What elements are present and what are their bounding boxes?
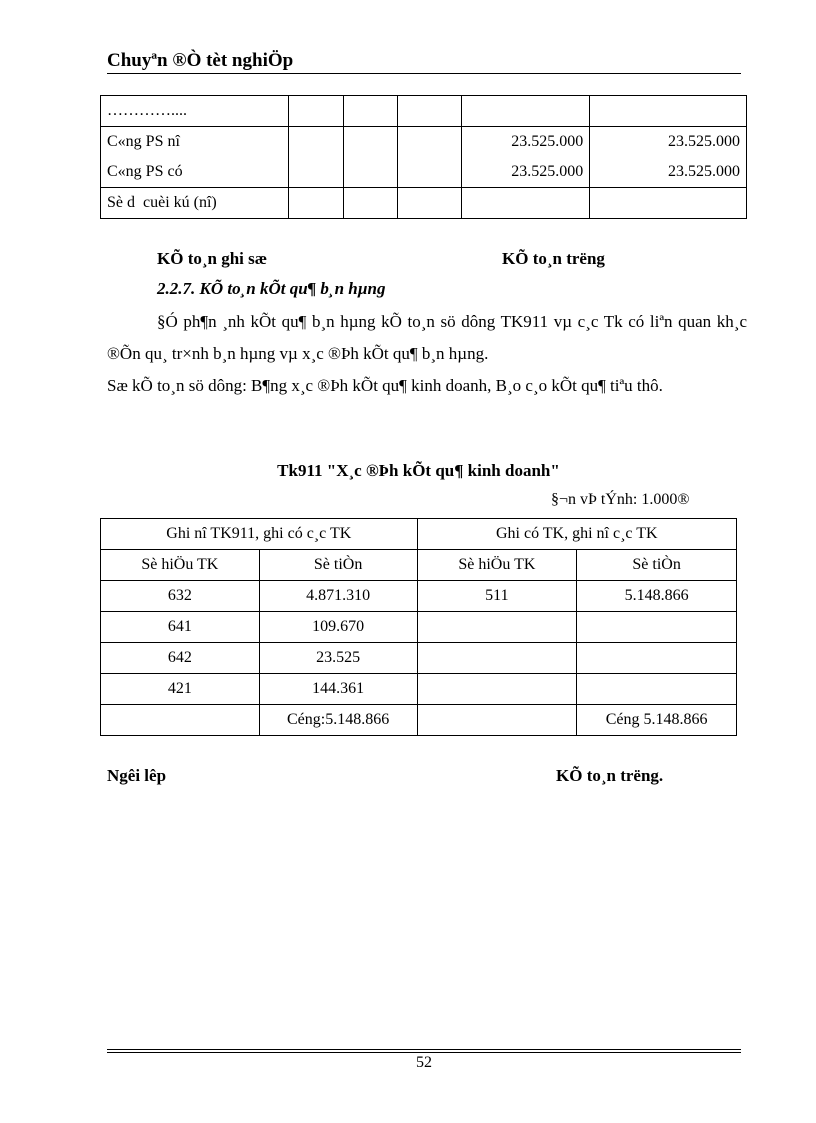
table-cell: 421 [101, 674, 260, 705]
table-title: Tk911 "X¸c ®Þh kÕt qu¶ kinh doanh" [277, 461, 560, 480]
ledger-debit [462, 96, 590, 127]
ledger-credit: 23.525.000 [590, 157, 747, 188]
ledger-label: Sè d cuèi kú (nî) [101, 188, 289, 219]
table-header-row [101, 550, 737, 581]
ledger-credit [590, 188, 747, 219]
ledger-row [101, 96, 747, 127]
table-cell: 642 [101, 643, 260, 674]
total-credit: Céng 5.148.866 [577, 705, 737, 736]
ledger-debit: 23.525.000 [462, 157, 590, 188]
table-cell [417, 705, 577, 736]
ledger-label: C«ng PS nî [101, 127, 289, 158]
table-cell [417, 612, 577, 643]
unit-label: §¬n vÞ tÝnh: 1.000® [551, 491, 690, 508]
page-header-title: Chuyªn ®Ò tèt nghiÖp [107, 50, 294, 71]
group-header-debit: Ghi nî TK911, ghi có c¸c TK [101, 519, 418, 550]
signature-recorder: KÕ to¸n ghi sæ [157, 249, 268, 268]
ledger-debit: 23.525.000 [462, 127, 590, 158]
ledger-row [101, 127, 747, 158]
column-header: Sè hiÖu TK [417, 550, 577, 581]
ledger-credit: 23.525.000 [590, 127, 747, 158]
table-cell: 144.361 [259, 674, 417, 705]
table-cell [101, 705, 260, 736]
footer-rule [107, 1052, 741, 1053]
ledger-table [100, 95, 747, 219]
group-header-credit: Ghi có TK, ghi nî c¸c TK [417, 519, 736, 550]
table-cell [577, 674, 737, 705]
column-header: Sè hiÖu TK [101, 550, 260, 581]
ledger-label: C«ng PS có [101, 157, 289, 188]
table-cell: 511 [417, 581, 577, 612]
ledger-row [101, 188, 747, 219]
total-debit: Céng:5.148.866 [259, 705, 417, 736]
result-table [100, 518, 737, 736]
page-number: 52 [416, 1054, 432, 1071]
table-cell [417, 674, 577, 705]
table-total-row [101, 705, 737, 736]
table-cell: 109.670 [259, 612, 417, 643]
section-heading: 2.2.7. KÕ to¸n kÕt qu¶ b¸n hµng [157, 279, 386, 298]
table-cell: 641 [101, 612, 260, 643]
footer-rule [107, 1049, 741, 1050]
table-group-header-row [101, 519, 737, 550]
column-header: Sè tiÒn [259, 550, 417, 581]
signature-preparer: Ngêi lêp [107, 766, 167, 785]
table-cell: 5.148.866 [577, 581, 737, 612]
table-cell: 23.525 [259, 643, 417, 674]
table-cell: 632 [101, 581, 260, 612]
paragraph: §Ó ph¶n ¸nh kÕt qu¶ b¸n hµng kÕ to¸n sö dông TK911 vµ c¸c Tk có liªn quan kh¸c ®Õn qu¸ tr×nh b¸n hµng vµ x¸c ®Þh kÕt qu¶ b¸n hµng. [107, 312, 747, 363]
table-row [101, 581, 737, 612]
signature-chief-accountant: KÕ to¸n trëng. [556, 766, 664, 785]
table-cell [577, 612, 737, 643]
table-row [101, 643, 737, 674]
paragraph: Sæ kÕ to¸n sö dông: B¶ng x¸c ®Þh kÕt qu¶ kinh doanh, B¸o c¸o kÕt qu¶ tiªu thô. [107, 376, 663, 395]
table-row [101, 674, 737, 705]
ledger-label: ………….... [101, 96, 289, 127]
ledger-debit [462, 188, 590, 219]
column-header: Sè tiÒn [577, 550, 737, 581]
table-cell [577, 643, 737, 674]
signature-chief-accountant: KÕ to¸n trëng [502, 249, 605, 268]
table-cell: 4.871.310 [259, 581, 417, 612]
table-cell [417, 643, 577, 674]
table-row [101, 612, 737, 643]
ledger-credit [590, 96, 747, 127]
header-rule [107, 73, 741, 74]
ledger-row [101, 157, 747, 188]
